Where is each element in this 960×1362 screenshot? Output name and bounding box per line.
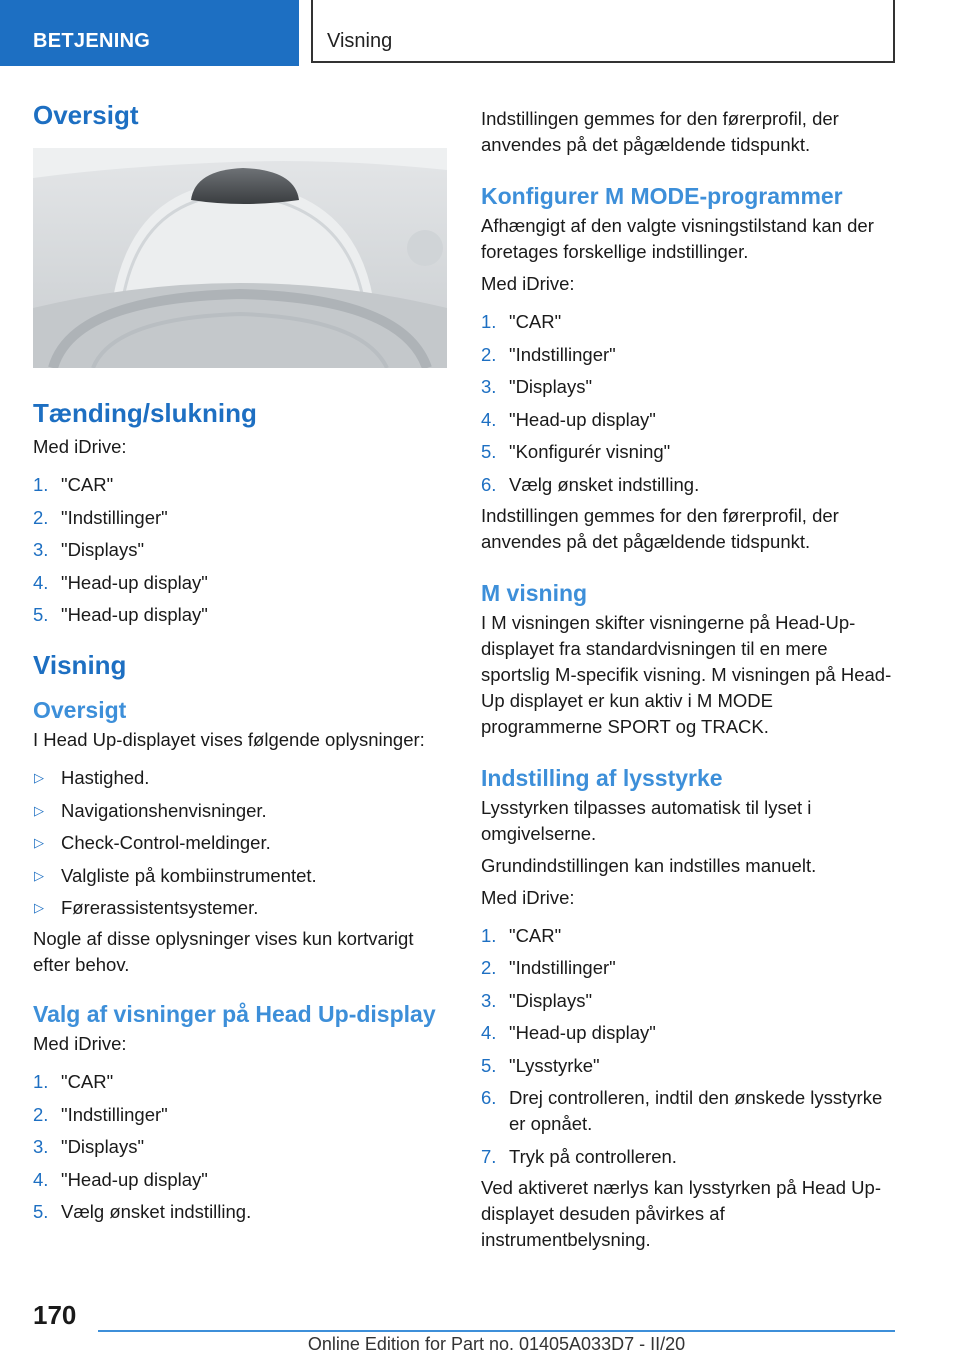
step-text: "Head-up display" <box>61 571 208 593</box>
on-off-heading: Tænding/slukning <box>33 398 257 428</box>
on-off-intro: Med iDrive: <box>33 436 127 457</box>
saved-profile-text-2: Indstillingen gemmes for den førerprofil, der anvendes på det pågældende tidspunkt. <box>481 504 839 552</box>
display-intro: I Head Up-displayet vises følgende oplysninger: <box>33 729 425 750</box>
list-item <box>33 798 449 824</box>
list-item <box>33 830 449 856</box>
list-item <box>481 1085 897 1137</box>
select-views-heading: Valg af visninger på Head Up-display <box>33 1001 436 1027</box>
list-item <box>481 988 897 1014</box>
step-text: "Indstillinger" <box>509 343 616 365</box>
list-item <box>33 863 449 889</box>
step-number: 2. <box>481 343 497 365</box>
step-number: 2. <box>33 506 49 528</box>
step-text: "Head-up display" <box>61 1168 208 1190</box>
m-mode-heading: Konfigurer M MODE-programmer <box>481 183 843 209</box>
brightness-manual-text: Grundindstillingen kan indstilles manuelt. <box>481 854 817 876</box>
step-text: "CAR" <box>61 474 114 495</box>
step-text: "CAR" <box>61 1071 114 1092</box>
step-text: "Indstillinger" <box>61 1103 168 1125</box>
triangle-bullet-icon: ▷ <box>34 802 44 818</box>
m-mode-idrive: Med iDrive: <box>481 273 575 294</box>
list-item <box>33 895 449 921</box>
list-item <box>481 472 897 498</box>
right-column <box>481 106 897 1253</box>
step-number: 7. <box>481 1145 497 1167</box>
list-item <box>33 1102 449 1128</box>
step-number: 4. <box>33 1168 49 1190</box>
step-number: 2. <box>481 957 497 978</box>
bullet-text: Navigationshenvisninger. <box>61 799 267 821</box>
list-item <box>481 1144 897 1170</box>
list-item <box>481 342 897 368</box>
select-views-steps <box>33 1069 449 1225</box>
list-item <box>33 505 449 531</box>
step-text: Tryk på controlleren. <box>509 1145 677 1167</box>
step-number: 4. <box>481 1022 497 1043</box>
hud-illustration <box>33 148 447 368</box>
display-heading: Visning <box>33 650 127 680</box>
list-item <box>481 923 897 949</box>
page-header <box>0 0 960 66</box>
m-view-text: I M visningen skifter visningerne på Head-Up-displayet fra standardvisningen til en mere sportslig M-specifik visning. M visningen på Head-Up displayet er kun aktiv i M MODE programmerne SPORT og TRACK. <box>481 611 892 737</box>
list-item <box>33 1199 449 1225</box>
bullet-text: Hastighed. <box>61 767 150 788</box>
step-text: "Lysstyrke" <box>509 1054 600 1076</box>
bullet-text: Valgliste på kombiinstrumentet. <box>61 864 317 886</box>
step-number: 4. <box>33 571 49 593</box>
step-text: "CAR" <box>509 311 562 332</box>
step-number: 1. <box>33 474 49 495</box>
display-info-list <box>33 765 449 921</box>
overview-heading: Oversigt <box>33 100 139 130</box>
list-item <box>33 537 449 563</box>
bullet-text: Check-Control-meldinger. <box>61 832 271 853</box>
step-text: "Indstillinger" <box>509 957 616 978</box>
display-note: Nogle af disse oplysninger vises kun kortvarigt efter behov. <box>33 928 414 975</box>
step-text: Vælg ønsket indstilling. <box>509 473 700 495</box>
bullet-text: Førerassistentsystemer. <box>61 897 259 918</box>
on-off-steps <box>33 472 449 628</box>
m-view-heading: M visning <box>481 579 588 606</box>
list-item <box>33 472 449 498</box>
step-number: 1. <box>481 311 497 332</box>
brightness-auto-text: Lysstyrken tilpasses automatisk til lyset i omgivelserne. <box>481 796 812 844</box>
step-text: "Displays" <box>509 989 593 1011</box>
step-text: "Head-up display" <box>509 408 656 430</box>
step-number: 6. <box>481 473 497 495</box>
step-text: "CAR" <box>509 924 562 946</box>
step-number: 5. <box>33 1201 49 1222</box>
list-item <box>33 570 449 596</box>
list-item <box>481 955 897 981</box>
list-item <box>33 1069 449 1095</box>
step-number: 3. <box>33 1136 49 1157</box>
brightness-note: Ved aktiveret nærlys kan lysstyrken på Head Up-displayet desuden påvirkes af instrumentbelysning. <box>481 1176 881 1250</box>
step-text: "Konfigurér visning" <box>509 441 671 462</box>
step-number: 5. <box>33 604 49 625</box>
list-item <box>481 1053 897 1079</box>
list-item <box>481 407 897 433</box>
list-item <box>481 374 897 400</box>
list-item <box>481 309 897 335</box>
step-number: 3. <box>481 376 497 397</box>
chapter-tab: Visning <box>311 0 895 63</box>
step-number: 3. <box>481 989 497 1011</box>
page-number: 170 <box>33 1300 77 1330</box>
step-number: 1. <box>33 1071 49 1092</box>
step-text: "Indstillinger" <box>61 506 168 528</box>
m-mode-steps <box>481 309 897 498</box>
edition-text: Online Edition for Part no. 01405A033D7 - II/20 <box>307 1334 686 1354</box>
triangle-bullet-icon: ▷ <box>34 835 44 850</box>
step-number: 3. <box>33 539 49 560</box>
brightness-idrive: Med iDrive: <box>481 886 575 908</box>
list-item <box>481 439 897 465</box>
list-item <box>33 1167 449 1193</box>
step-text: "Displays" <box>61 539 145 560</box>
step-text: "Head-up display" <box>61 604 208 625</box>
triangle-bullet-icon: ▷ <box>34 867 44 883</box>
saved-profile-text: Indstillingen gemmes for den førerprofil, der anvendes på det pågældende tidspunkt. <box>481 108 839 155</box>
list-item <box>481 1020 897 1046</box>
left-column <box>33 98 449 1225</box>
triangle-bullet-icon: ▷ <box>34 770 44 785</box>
step-number: 6. <box>481 1087 497 1108</box>
list-item <box>33 602 449 628</box>
step-text: "Head-up display" <box>509 1022 656 1043</box>
m-mode-intro: Afhængigt af den valgte visningstilstand kan der foretages forskellige indstillinger. <box>481 215 874 262</box>
step-text: "Displays" <box>61 1136 145 1157</box>
list-item <box>33 1134 449 1160</box>
step-number: 2. <box>33 1103 49 1125</box>
step-number: 1. <box>481 924 497 946</box>
step-text: Drej controlleren, indtil den ønskede lysstyrke er opnået. <box>509 1087 883 1134</box>
step-text: Vælg ønsket indstilling. <box>61 1201 252 1222</box>
step-text: "Displays" <box>509 376 593 397</box>
select-views-intro: Med iDrive: <box>33 1033 127 1054</box>
display-subheading: Oversigt <box>33 697 127 723</box>
brightness-heading: Indstilling af lysstyrke <box>481 764 723 791</box>
step-number: 5. <box>481 1054 497 1076</box>
triangle-bullet-icon: ▷ <box>34 900 44 915</box>
section-tab: BETJENING <box>0 0 299 66</box>
footer-divider <box>98 1330 895 1332</box>
brightness-steps <box>481 923 897 1170</box>
step-number: 5. <box>481 441 497 462</box>
step-number: 4. <box>481 408 497 430</box>
list-item <box>33 765 449 791</box>
head-up-display-photo <box>33 148 447 368</box>
